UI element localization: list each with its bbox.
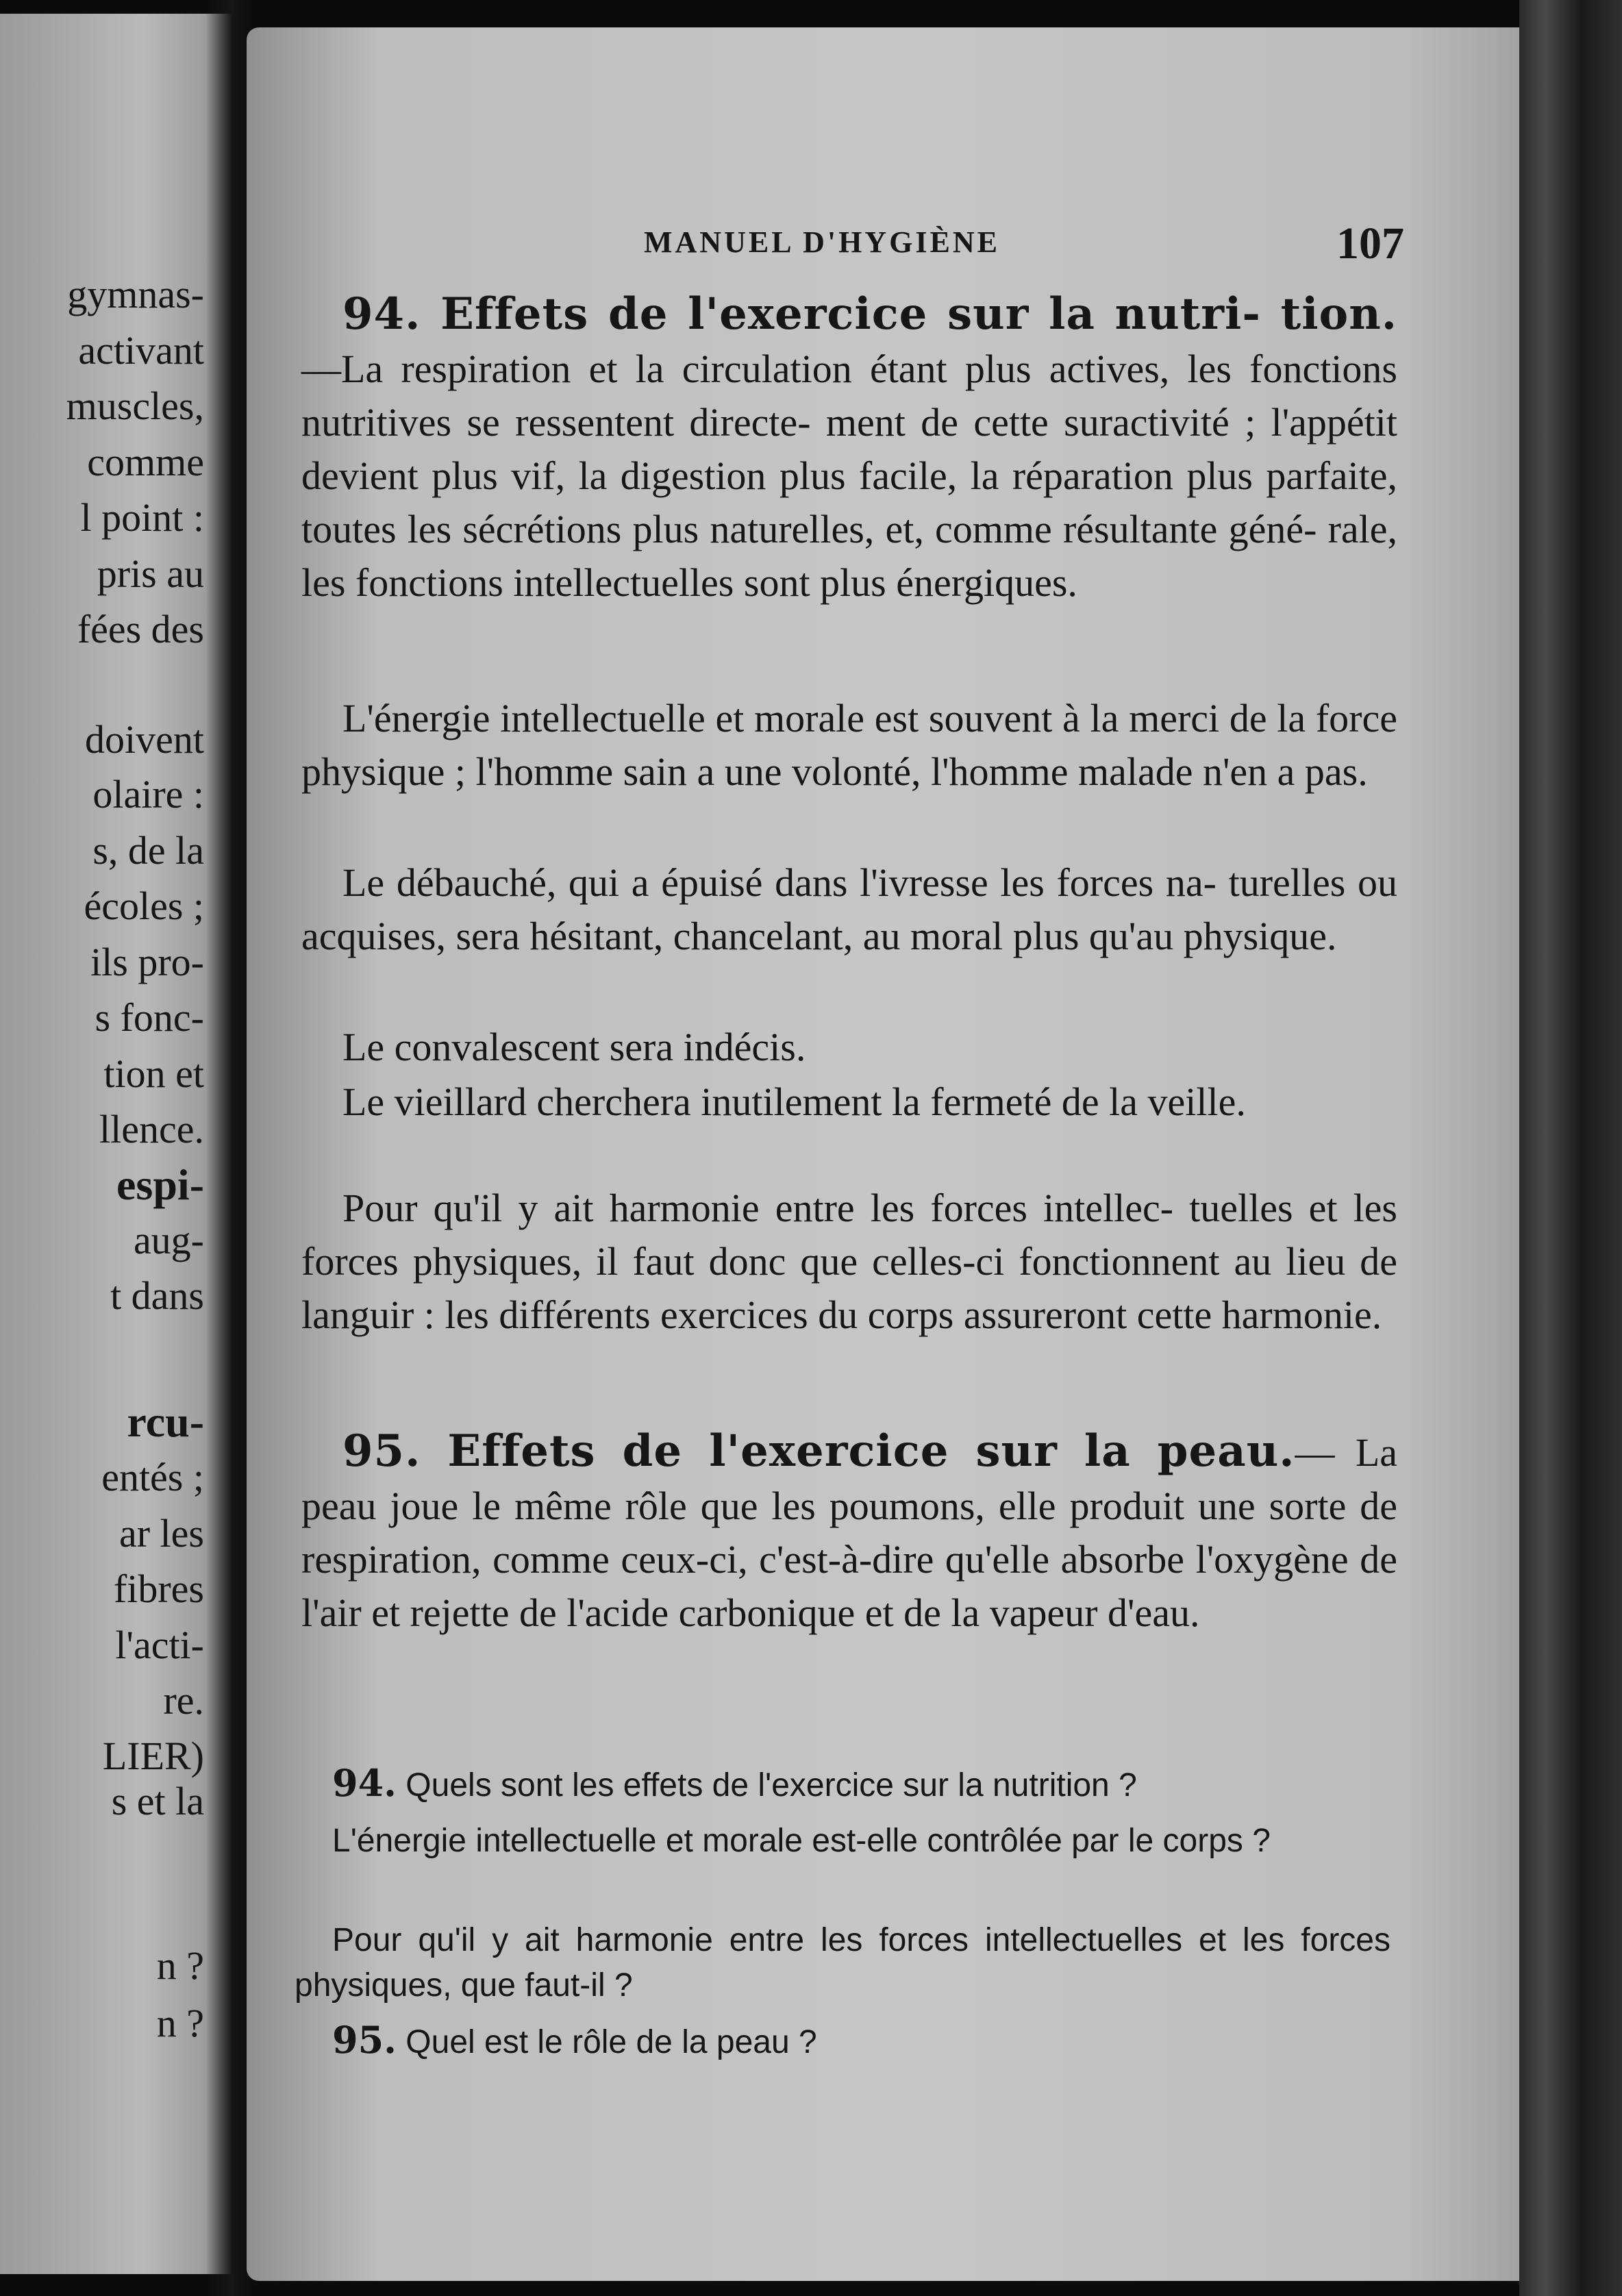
left-page-line: activant	[78, 328, 204, 373]
left-page-line: fibres	[113, 1567, 204, 1611]
header-title: MANUEL D'HYGIÈNE	[644, 225, 1000, 259]
question-text: Pour qu'il y ait harmonie entre les forces intellectuelles et les forces physiques, que faut-il ?	[295, 1922, 1390, 2004]
left-page-line: entés ;	[101, 1455, 204, 1499]
left-page-line: l point :	[80, 495, 204, 540]
paragraph-text: Le convalescent sera indécis.	[342, 1025, 806, 1069]
left-page-line: écoles ;	[84, 884, 204, 928]
question-number: 95.	[332, 2018, 397, 2062]
left-page-line: muscles,	[66, 384, 204, 428]
section-95	[301, 1425, 1397, 1640]
paragraph-text: Pour qu'il y ait harmonie entre les forces intellec- tuelles et les forces physiques, il faut donc que celles-ci fonctionnent au lieu de languir : les différents exercices du corps assureront cette harmonie.	[301, 1186, 1397, 1337]
question-number: 94.	[332, 1761, 397, 1805]
left-page-line: s fonc-	[95, 995, 204, 1040]
left-page-line: olaire :	[92, 772, 204, 816]
left-page-line: aug-	[133, 1218, 204, 1262]
question-text: Quel est le rôle de la peau ?	[406, 2024, 817, 2060]
left-page-line: t dans	[110, 1273, 204, 1318]
page-edge	[1519, 0, 1622, 2296]
left-page-line: re.	[163, 1678, 204, 1723]
left-page-line: llence.	[99, 1107, 204, 1151]
question-95	[295, 2017, 1390, 2065]
paragraph-harmonie	[301, 1182, 1397, 1342]
section-94-body: —La respiration et la circulation étant plus actives, les fonctions nutritives se ressentent directe- ment de cette suractivité ; l'appétit devient plus vif, la digestion plus facile, la réparation plus parfaite, toutes les sécrétions plus naturelles, et, comme résultante géné- rale, les fonctions intellectuelles sont plus énergiques.	[301, 347, 1397, 605]
paragraph-vieillard	[301, 1075, 1397, 1129]
section-95-body: — La peau joue le même rôle que les poumons, elle produit une sorte de respiration, comme ceux-ci, c'est-à-dire qu'elle absorbe l'oxygène de l'air et rejette de l'acide carbonique et de la vapeur d'eau.	[301, 1430, 1398, 1635]
section-95-heading: 95. Effets de l'exercice sur la peau.	[342, 1425, 1295, 1477]
left-page-line: rcu-	[127, 1397, 204, 1446]
previous-page	[0, 14, 240, 2274]
left-page-line: espi-	[116, 1160, 204, 1209]
question-text: L'énergie intellectuelle et morale est-elle contrôlée par le corps ?	[332, 1823, 1271, 1859]
section-94	[301, 288, 1397, 610]
page-number: 107	[1336, 219, 1404, 269]
left-page-line: n ?	[156, 2001, 204, 2045]
paragraph-energie	[301, 692, 1397, 799]
left-page-line: LIER)	[102, 1734, 204, 1778]
left-page-line: comme	[87, 440, 204, 484]
paragraph-text: L'énergie intellectuelle et morale est souvent à la merci de la force physique ; l'homme sain a une volonté, l'homme malade n'en a pas.	[301, 696, 1397, 794]
left-page-line: tion et	[103, 1051, 204, 1096]
running-header	[644, 218, 1404, 269]
left-page-line: fées des	[77, 607, 204, 651]
question-text: Quels sont les effets de l'exercice sur la nutrition ?	[406, 1767, 1137, 1804]
paragraph-convalescent	[301, 1021, 1397, 1074]
question-94-b	[295, 1819, 1390, 1864]
left-page-line: l'acti-	[115, 1623, 204, 1667]
left-page-line: s, de la	[92, 828, 204, 873]
left-page-line: ils pro-	[90, 940, 204, 984]
paragraph-text: Le débauché, qui a épuisé dans l'ivresse les forces na- turelles ou acquises, sera hésitant, chancelant, au moral plus qu'au physique.	[301, 860, 1397, 958]
left-page-line: pris au	[97, 551, 204, 596]
left-page-line: gymnas-	[67, 272, 204, 316]
paragraph-text: Le vieillard cherchera inutilement la fermeté de la veille.	[342, 1080, 1246, 1124]
left-page-line: doivent	[85, 717, 204, 762]
question-94-c	[295, 1918, 1390, 2008]
left-page-line: n ?	[156, 1943, 204, 1988]
question-94	[295, 1760, 1390, 1808]
paragraph-debauche	[301, 856, 1397, 963]
section-94-heading: 94. Effets de l'exercice sur la nutri- tion.	[342, 288, 1397, 340]
left-page-line: ar les	[119, 1511, 204, 1556]
left-page-line: s et la	[111, 1779, 204, 1823]
